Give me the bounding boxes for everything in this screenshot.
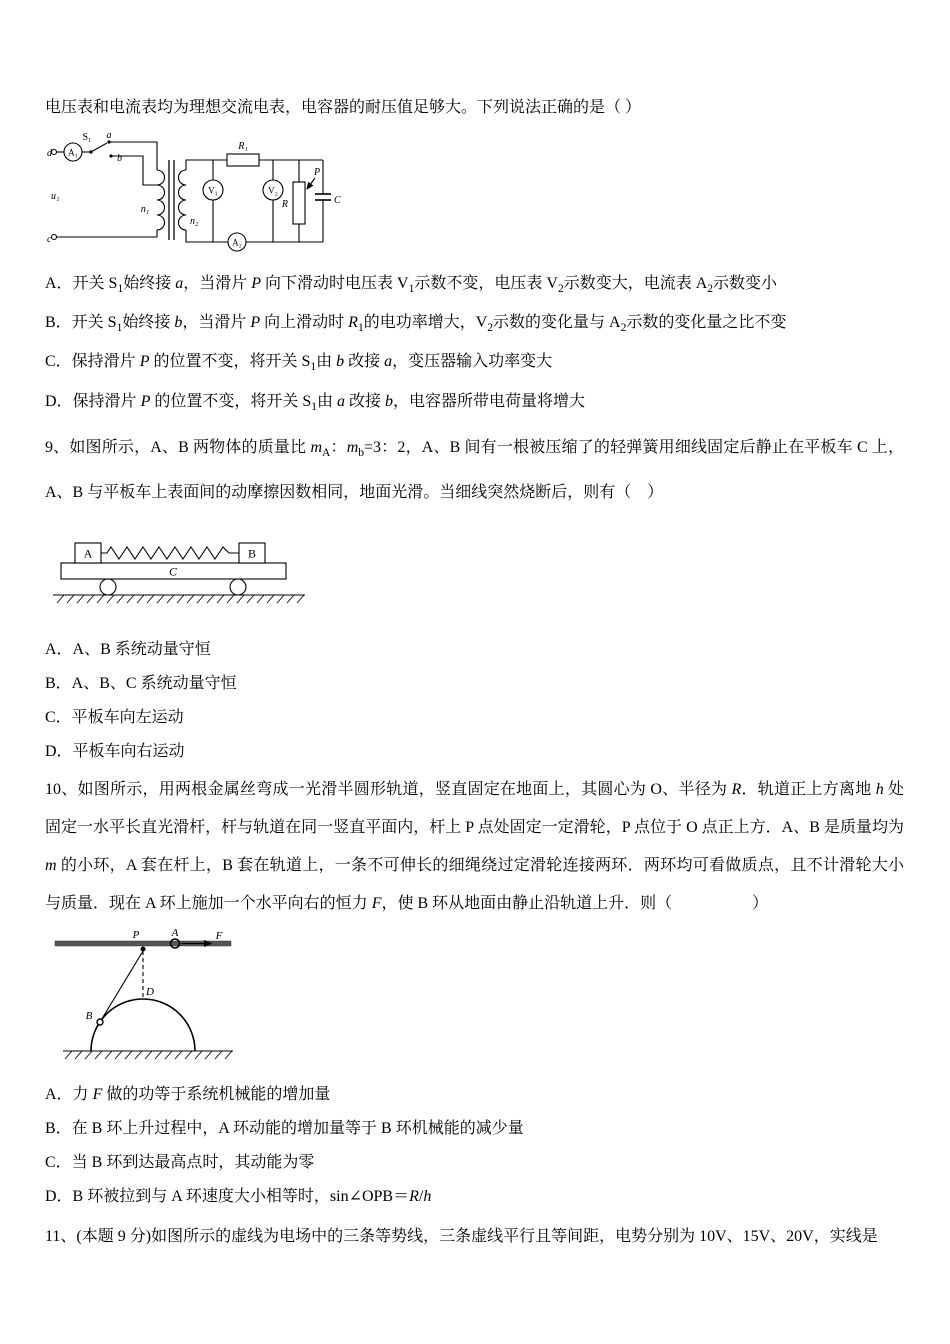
cart-spring-diagram <box>53 523 318 611</box>
ground-hatching <box>57 595 304 603</box>
question-9-text: 9、如图所示，A、B 两物体的质量比 $m_A$：$m_b=3$：2，A、B 间有一根被压缩了的轻弹簧用细线固定后静止在平板车 C 上，A、B 与平板车上表面间的动摩擦因数相同，地面光滑。当细线突然烧断后，则有（ ） <box>45 438 904 501</box>
question-11-text: 11、(本题 9 分)如图所示的虚线为电场中的三条等势线，三条虚线平行且等间距，电势分别为 10V、15V、20V，实线是 <box>45 1227 878 1245</box>
label-voltmeter-v1: V₁ <box>208 185 218 196</box>
label-ring-a: A <box>171 928 179 939</box>
question-8-intro: 电压表和电流表均为理想交流电表，电容器的耐压值足够大。下列说法正确的是（ ） <box>45 99 642 116</box>
label-terminal-d: d <box>47 148 52 159</box>
string <box>100 951 143 1022</box>
label-ring-b: B <box>85 1009 93 1022</box>
spring <box>101 547 239 559</box>
ground-hatching <box>65 1051 232 1059</box>
label-secondary-coil-n2: n₂ <box>190 216 199 227</box>
question-10-option-a: A．力 F 做的功等于系统机械能的增加量 <box>45 1085 331 1103</box>
question-10-options <box>45 1078 904 1214</box>
label-contact-a: a <box>106 132 112 141</box>
ring-b <box>97 1019 103 1025</box>
label-terminal-c: c <box>47 234 52 245</box>
label-capacitor-c: C <box>334 195 341 206</box>
label-block-b: B <box>247 546 257 561</box>
pulley <box>141 946 146 951</box>
question-8-option-c: C．保持滑片 P 的位置不变，将开关 $S_1$由 b 改接 a，变压器输入功率变大 <box>45 353 553 374</box>
track-shapes <box>55 939 233 1059</box>
question-9-option-d: D．平板车向右运动 <box>45 742 185 760</box>
label-rheostat-r: R <box>281 199 288 210</box>
label-contact-b: b <box>117 153 122 164</box>
transformer-circuit-diagram <box>45 132 345 257</box>
label-ammeter-a2: A₂ <box>232 237 242 248</box>
label-slider-p: P <box>313 167 321 178</box>
label-cart-c: C <box>168 564 178 579</box>
semicircle-track-diagram <box>53 929 263 1074</box>
label-point-p: P <box>132 928 140 941</box>
question-9-option-a: A．A、B 系统动量守恒 <box>45 640 211 658</box>
circuit-wiring <box>52 140 332 251</box>
question-9-option-c: C．平板车向左运动 <box>45 708 184 726</box>
question-10-option-d: D．B 环被拉到与 A 环速度大小相等时，sin∠OPB＝R/h <box>45 1187 432 1205</box>
label-resistor-r1: R₁ <box>238 141 248 152</box>
question-10-option-c: C．当 B 环到达最高点时，其动能为零 <box>45 1153 315 1171</box>
question-8-option-d: D．保持滑片 P 的位置不变，将开关 $S_1$由 a 改接 b，电容器所带电荷量将增大 <box>45 392 586 413</box>
label-input-voltage-u1: u₁ <box>51 191 60 202</box>
question-9-option-b: B．A、B、C 系统动量守恒 <box>45 674 237 692</box>
label-primary-coil-n1: n₁ <box>140 204 150 215</box>
question-8-option-b: B．开关 $S_1$始终接 b，当滑片 P 向上滑动时 $R_1$的电功率增大，$V_2$示数的变化量与 $A_2$示数的变化量之比不变 <box>45 314 787 335</box>
question-10-text: 10、如图所示，用两根金属丝弯成一光滑半圆形轨道，竖直固定在地面上，其圆心为 O、半径为 R．轨道正上方离地 h 处固定一水平长直光滑杆，杆与轨道在同一竖直平面内，杆上 P 点处固定一定滑轮，P 点位于 O 点正上方．A、B 是质量均为 m 的小环，A 套在杆上，B 套在轨道上，一条不可伸长的细绳绕过定滑轮连接两环．两环均可看做质点，且不计滑轮大小与质量．现在 A 环上施加一个水平向右的恒力 F，使 B 环从地面由静止沿轨道上升．则（ ） <box>45 780 904 912</box>
label-ammeter-a1: A₁ <box>68 147 78 158</box>
label-point-d: D <box>146 985 154 998</box>
semicircular-track <box>91 999 195 1051</box>
label-switch-s1: S₁ <box>82 132 92 143</box>
question-9-options <box>45 633 904 769</box>
question-10-option-b: B．在 B 环上升过程中，A 环动能的增加量等于 B 环机械能的减少量 <box>45 1119 524 1137</box>
question-8-options <box>45 267 904 424</box>
label-voltmeter-v2: V₂ <box>268 185 278 196</box>
label-block-a: A <box>83 546 93 561</box>
question-8-option-a: A．开关 $S_1$始终接 a，当滑片 P 向下滑动时电压表 $V_1$示数不变，电压表 $V_2$示数变大，电流表 $A_2$示数变小 <box>45 275 778 296</box>
label-force-f: F <box>215 929 223 942</box>
